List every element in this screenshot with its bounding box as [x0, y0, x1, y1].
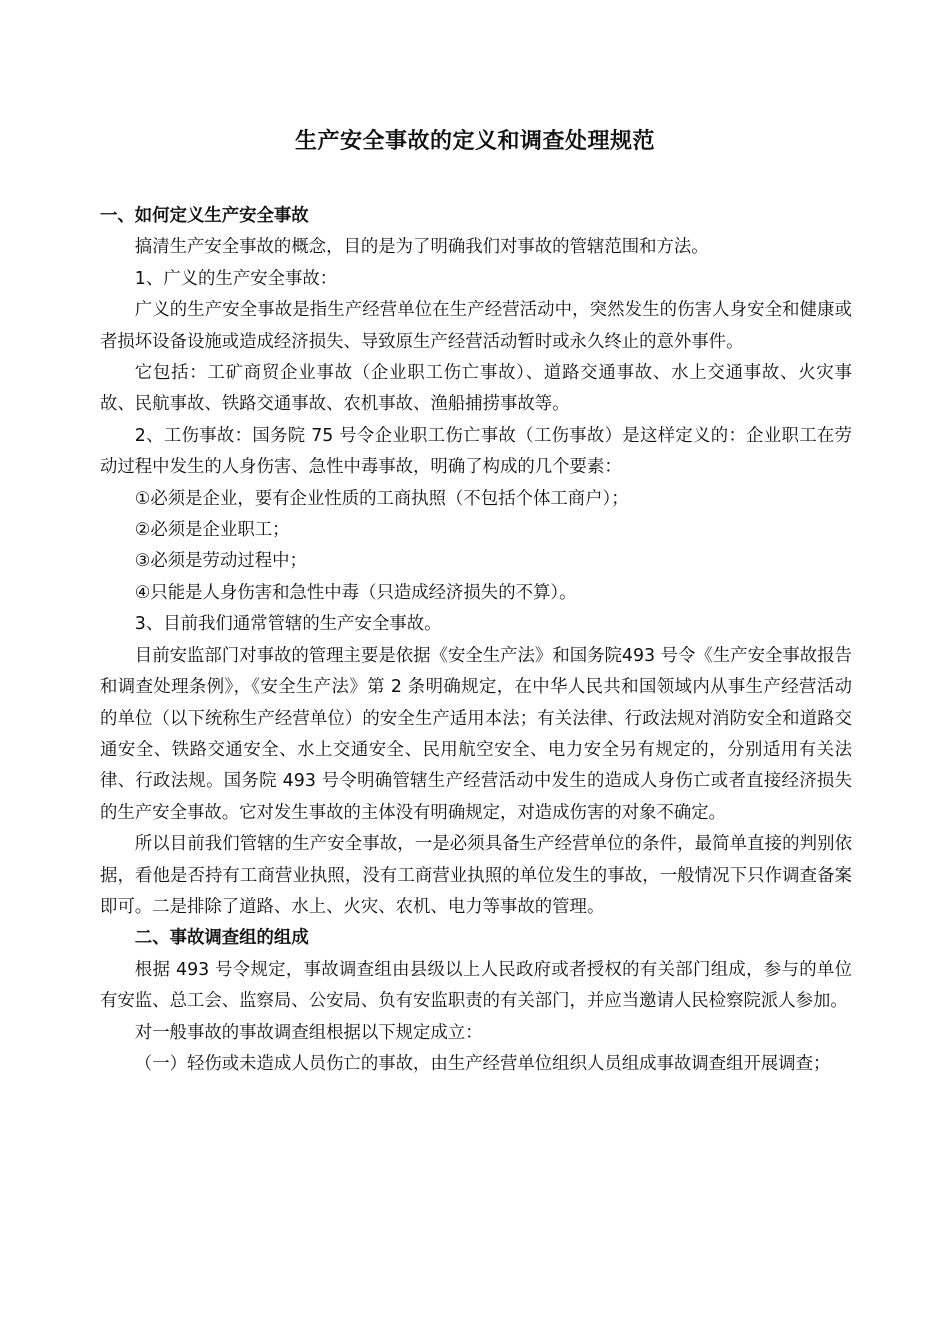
section-heading: 二、事故调查组的组成	[134, 928, 309, 949]
paragraph: 搞清生产安全事故的概念，目的是为了明确我们对事故的管辖范围和方法。	[134, 237, 709, 258]
document-title: 生产安全事故的定义和调查处理规范	[294, 129, 655, 154]
paragraph: 对一般事故的事故调查组根据以下规定成立：	[134, 1022, 483, 1043]
section-heading: 一、如何定义生产安全事故	[100, 206, 309, 226]
paragraph: 广义的生产安全事故是指生产经营单位在生产经营活动中，突然发生的伤害人身安全和健康或者损坏设备设施或造成经济损失、导致原生产经营活动暂时或永久终止的意外事件。	[100, 300, 852, 352]
paragraph: 2、工伤事故：国务院 75 号令企业职工伤亡事故（工伤事故）是这样定义的：企业职工在劳动过程中发生的人身伤害、急性中毒事故，明确了构成的几个要素：	[100, 425, 852, 478]
paragraph: （一）轻伤或未造成人员伤亡的事故，由生产经营单位组织人员组成事故调查组开展调查；	[134, 1053, 831, 1074]
paragraph: 3、目前我们通常管辖的生产安全事故。	[134, 614, 442, 635]
paragraph: 根据 493 号令规定，事故调查组由县级以上人民政府或者授权的有关部门组成，参与的单位有安监、总工会、监察局、公安局、负有安监职责的有关部门，并应当邀请人民检察院派人参加。	[100, 959, 852, 1012]
paragraph: ④只能是人身伤害和急性中毒（只造成经济损失的不算）。	[134, 582, 577, 603]
document-body	[100, 201, 852, 1080]
paragraph: 1、广义的生产安全事故：	[134, 268, 338, 289]
paragraph: 所以目前我们管辖的生产安全事故，一是必须具备生产经营单位的条件，最简单直接的判别依据，看他是否持有工商营业执照，没有工商营业执照的单位发生的事故，一般情况下只作调查备案即可。二是排除了道路、水上、火灾、农机、电力等事故的管理。	[100, 834, 852, 917]
paragraph: ②必须是企业职工；	[134, 520, 290, 541]
paragraph: 它包括：工矿商贸企业事故（企业职工伤亡事故）、道路交通事故、水上交通事故、火灾事故、民航事故、铁路交通事故、农机事故、渔船捕捞事故等。	[100, 363, 852, 415]
paragraph: 目前安监部门对事故的管理主要是依据《安全生产法》和国务院493 号令《生产安全事故报告和调查处理条例》，《安全生产法》第 2 条明确规定，在中华人民共和国领域内从事生产经营活动的单位（以下统称生产经营单位）的安全生产适用本法；有关法律、行政法规对消防安全和道路交通安全、铁路交通安全、水上交通安全、民用航空安全、电力安全另有规定的，分别适用有关法律、行政法规。国务院 493 号令明确管辖生产经营活动中发生的造成人身伤亡或者直接经济损失的生产安全事故。它对发生事故的主体没有明确规定，对造成伤害的对象不确定。	[100, 645, 852, 823]
paragraph: ③必须是劳动过程中；	[134, 551, 307, 572]
paragraph: ①必须是企业，要有企业性质的工商执照（不包括个体工商户）；	[134, 488, 629, 509]
